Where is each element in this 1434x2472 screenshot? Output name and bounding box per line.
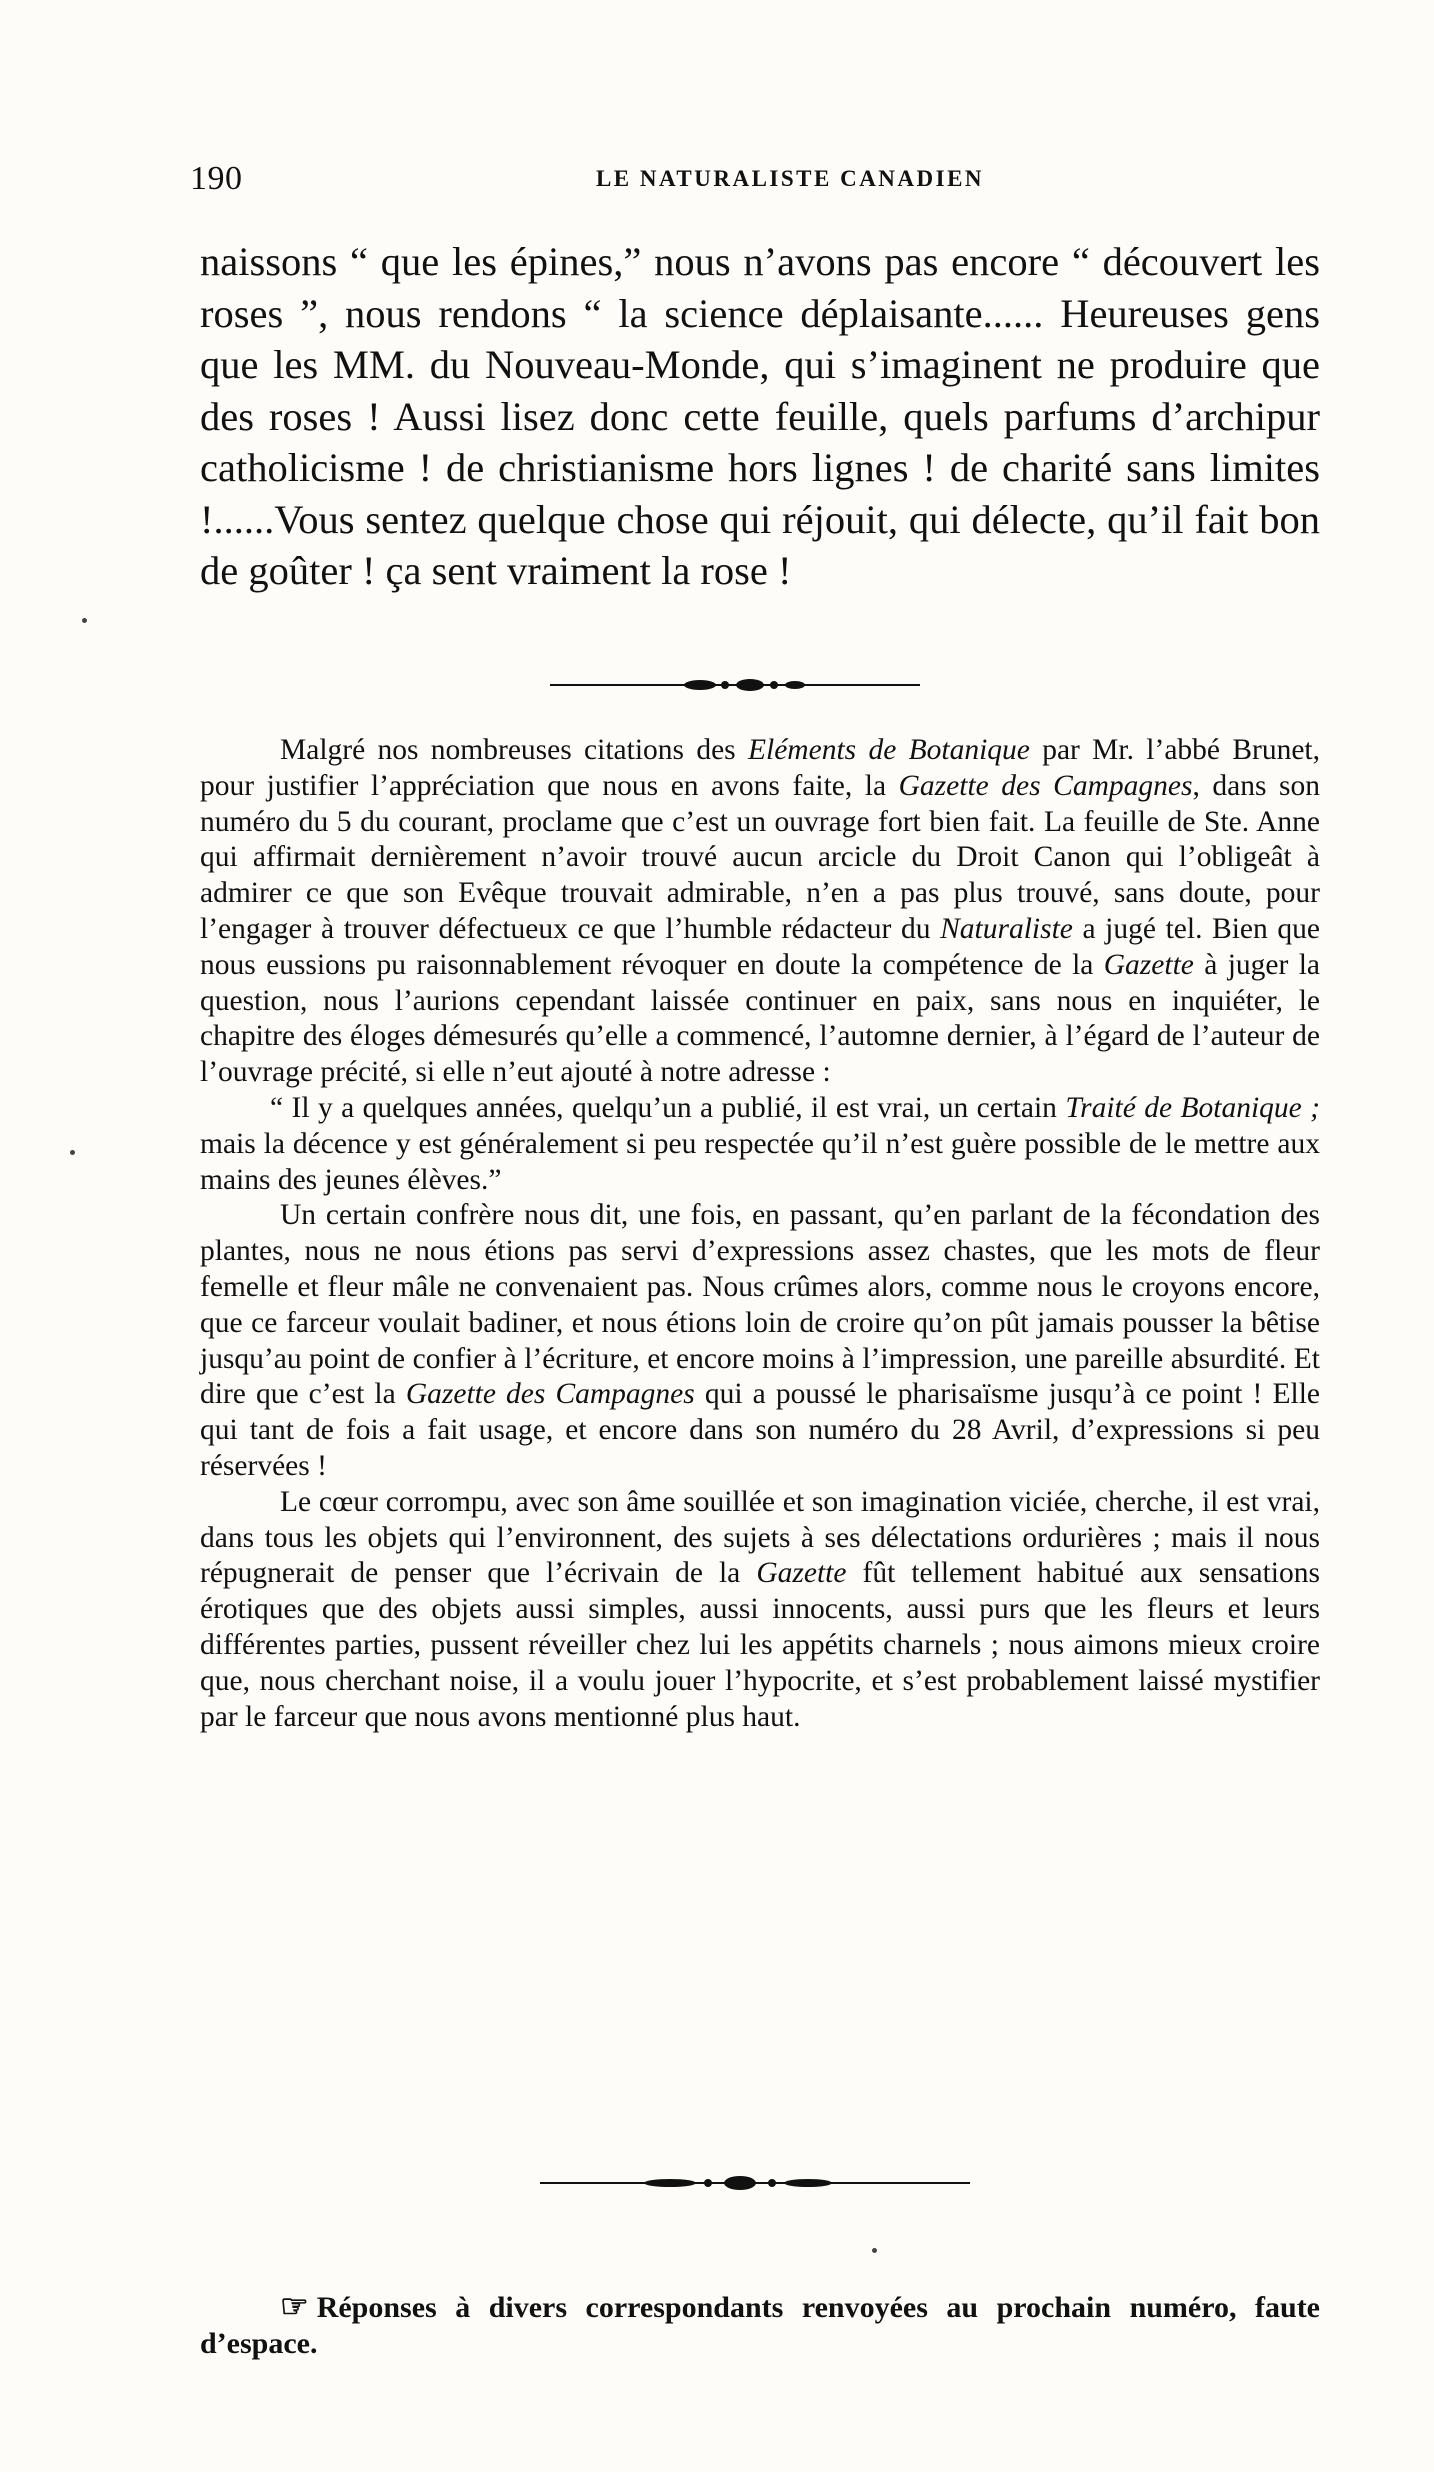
margin-speck xyxy=(872,2248,877,2253)
article-paragraph xyxy=(200,1485,1320,1736)
italic-title: Eléments de Botanique xyxy=(747,734,1030,766)
margin-speck xyxy=(70,1150,75,1155)
block-quote xyxy=(200,1091,1320,1198)
text-run: “ Il y a quelques années, quelqu’un a publié, il est vrai, un certain xyxy=(270,1091,1066,1124)
italic-title: Naturaliste xyxy=(940,912,1073,945)
running-title: LE NATURALISTE CANADIEN xyxy=(595,166,985,191)
page-number: 190 xyxy=(190,160,243,197)
text-run: qui a poussé le pharisaïsme jusqu’à ce point ! Elle qui tant de fois a fait usage, et encore dans son numéro du 28 Avril, d’expressions si peu réservées ! xyxy=(200,1378,1320,1482)
article-body xyxy=(200,733,1320,1735)
text-run: , dans son numéro du 5 du courant, proclame que c’est un ouvrage fort bien fait. La feuille de Ste. Anne qui affirmait dernièrement n’avoir trouvé aucun arcicle du Droit Canon qui l’obligeât à admirer ce que son Evêque trouvait admirable, n’en a pas plus trouvé, sans doute, pour l’engager à trouver défectueux ce que l’humble rédacteur du xyxy=(200,769,1320,945)
italic-title: Gazette des Campagnes xyxy=(405,1378,695,1411)
article-paragraph xyxy=(200,1198,1320,1484)
margin-speck xyxy=(82,618,87,623)
text-run: Un certain confrère nous dit, une fois, en passant, qu’en parlant de la fécondation des plantes, nous ne nous étions pas servi d’expressions assez chastes, que les mots de fleur femelle et fleur mâle ne convenaient pas. Nous crûmes alors, comme nous le croyons encore, que ce farceur voulait badiner, et nous étions loin de croire qu’on pût jamais pousser la bêtise jusqu’au point de confier à l’écriture, et encore moins à l’impression, une pareille absurdité. Et dire que c’est la xyxy=(200,1199,1320,1411)
section-divider-ornament xyxy=(550,672,920,698)
italic-title: Traité de Botanique ; xyxy=(1065,1091,1321,1124)
text-run: a jugé tel. Bien que nous eussions pu raisonnablement révoquer en doute la compétence de la xyxy=(200,912,1320,981)
pointing-hand-icon: ☞ xyxy=(280,2288,309,2324)
italic-title: Gazette xyxy=(1103,948,1194,981)
text-run: mais la décence y est généralement si peu respectée qu’il n’est guère possible de le mettre aux mains des jeunes élèves.” xyxy=(200,1127,1320,1196)
closing-divider-ornament xyxy=(540,2170,970,2196)
lead-paragraph: naissons “ que les épines,” nous n’avons pas encore “ découvert les roses ”, nous rendons “ la science déplaisante...... Heureuses gens que les MM. du Nouveau-Monde, qui s’imaginent ne produire que des roses ! Aussi lisez donc cette feuille, quels parfums d’archipur catholicisme ! de christianisme hors lignes ! de charité sans limites !......Vous sentez quelque chose qui réjouit, qui délecte, qu’il fait bon de goûter ! ça sent vraiment la rose ! xyxy=(200,239,1320,593)
text-run: Le cœur corrompu, avec son âme souillée et son imagination viciée, cherche, il est vrai, dans tous les objets qui l’environnent, des sujets à ses délectations ordurières ; mais il nous répugnerait de penser que l’écrivain de la xyxy=(200,1485,1320,1590)
text-run: par Mr. l’abbé Brunet, pour justifier l’appréciation que nous en avons faite, la xyxy=(200,734,1321,802)
rule-ornament-icon xyxy=(540,2170,970,2196)
article-paragraph xyxy=(200,733,1320,1091)
text-run: Malgré nos nombreuses citations des xyxy=(280,734,748,766)
rule-ornament-icon xyxy=(550,672,920,698)
italic-title: Gazette xyxy=(756,1557,847,1590)
editorial-notice xyxy=(200,2288,1320,2362)
text-run: à juger la question, nous l’aurions cependant laissée continuer en paix, sans nous en inquiéter, le chapitre des éloges démesurés qu’elle a commencé, l’automne dernier, à l’égard de l’auteur de l’ouvrage précité, si elle n’eut ajouté à notre adresse : xyxy=(200,948,1320,1089)
notice-text: Réponses à divers correspondants renvoyées au prochain numéro, faute d’espace. xyxy=(200,2291,1320,2360)
italic-title: Gazette des Campagnes xyxy=(898,769,1193,802)
page-header xyxy=(190,160,1330,200)
text-run: fût tellement habitué aux sensations érotiques que des objets aussi simples, aussi innocents, aussi purs que les fleurs et leurs différentes parties, pussent réveiller chez lui les appétits charnels ; nous aimons mieux croire que, nous cherchant noise, il a voulu jouer l’hypocrite, et s’est probablement laissé mystifier par le farceur que nous avons mentionné plus haut. xyxy=(200,1557,1320,1733)
